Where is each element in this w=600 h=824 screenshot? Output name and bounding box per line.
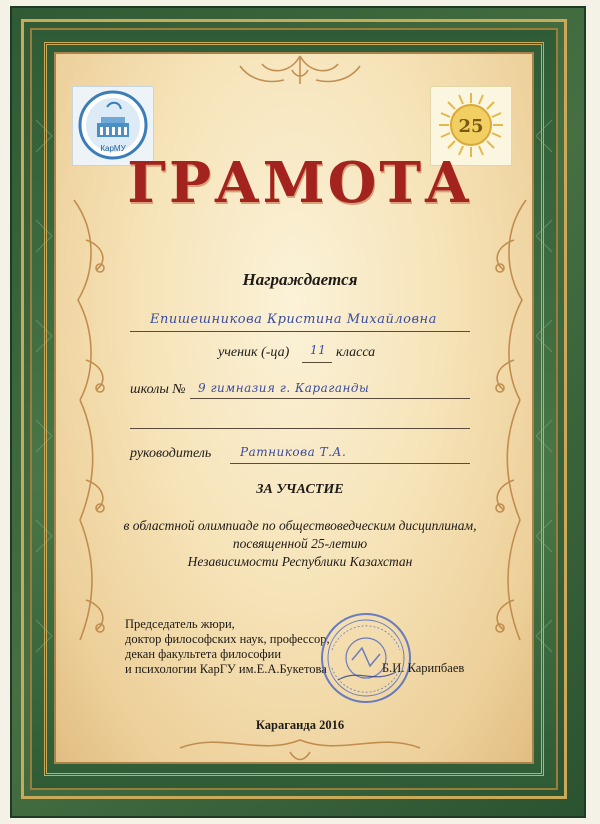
recipient-name: Епишешникова Кристина Михайловна	[150, 312, 437, 327]
grade-underline	[302, 362, 332, 363]
reason-heading: ЗА УЧАСТИЕ	[256, 482, 344, 497]
school-underline	[190, 398, 470, 399]
anniversary-number: 25	[458, 116, 484, 137]
grade-label-suffix: класса	[336, 345, 376, 360]
signature-line-1: Председатель жюри,	[125, 617, 235, 631]
supervisor-underline	[230, 463, 470, 464]
signature-line-2: доктор философских наук, профессор,	[125, 632, 330, 646]
description-line-3: Независимости Республики Казахстан	[187, 554, 413, 569]
grade-label-prefix: ученик (-ца)	[218, 345, 290, 360]
official-stamp	[318, 610, 414, 706]
signatory-name: Б.И. Карипбаев	[382, 661, 465, 675]
supervisor-value: Ратникова Т.А.	[240, 445, 347, 459]
signature-line-3: декан факультета философии	[125, 647, 282, 661]
school-underline-2	[130, 428, 470, 429]
awarded-label: Награждается	[242, 270, 358, 289]
footer-location-year: Караганда 2016	[255, 718, 345, 732]
recipient-underline	[130, 331, 470, 332]
school-value: 9 гимназия г. Караганды	[198, 381, 370, 395]
description-line-1: в областной олимпиаде по обществоведческим дисциплинам,	[123, 518, 477, 533]
grade-value: 11	[310, 343, 327, 357]
certificate-title: ГРАМОТА	[127, 150, 473, 216]
logo-caption: КарМУ	[100, 144, 126, 153]
signature-line-4: и психологии КарГУ им.Е.А.Букетова	[125, 662, 327, 676]
description-line-2: посвященной 25-летию	[232, 536, 368, 551]
supervisor-label: руководитель	[130, 446, 212, 461]
school-label: школы №	[130, 382, 186, 397]
